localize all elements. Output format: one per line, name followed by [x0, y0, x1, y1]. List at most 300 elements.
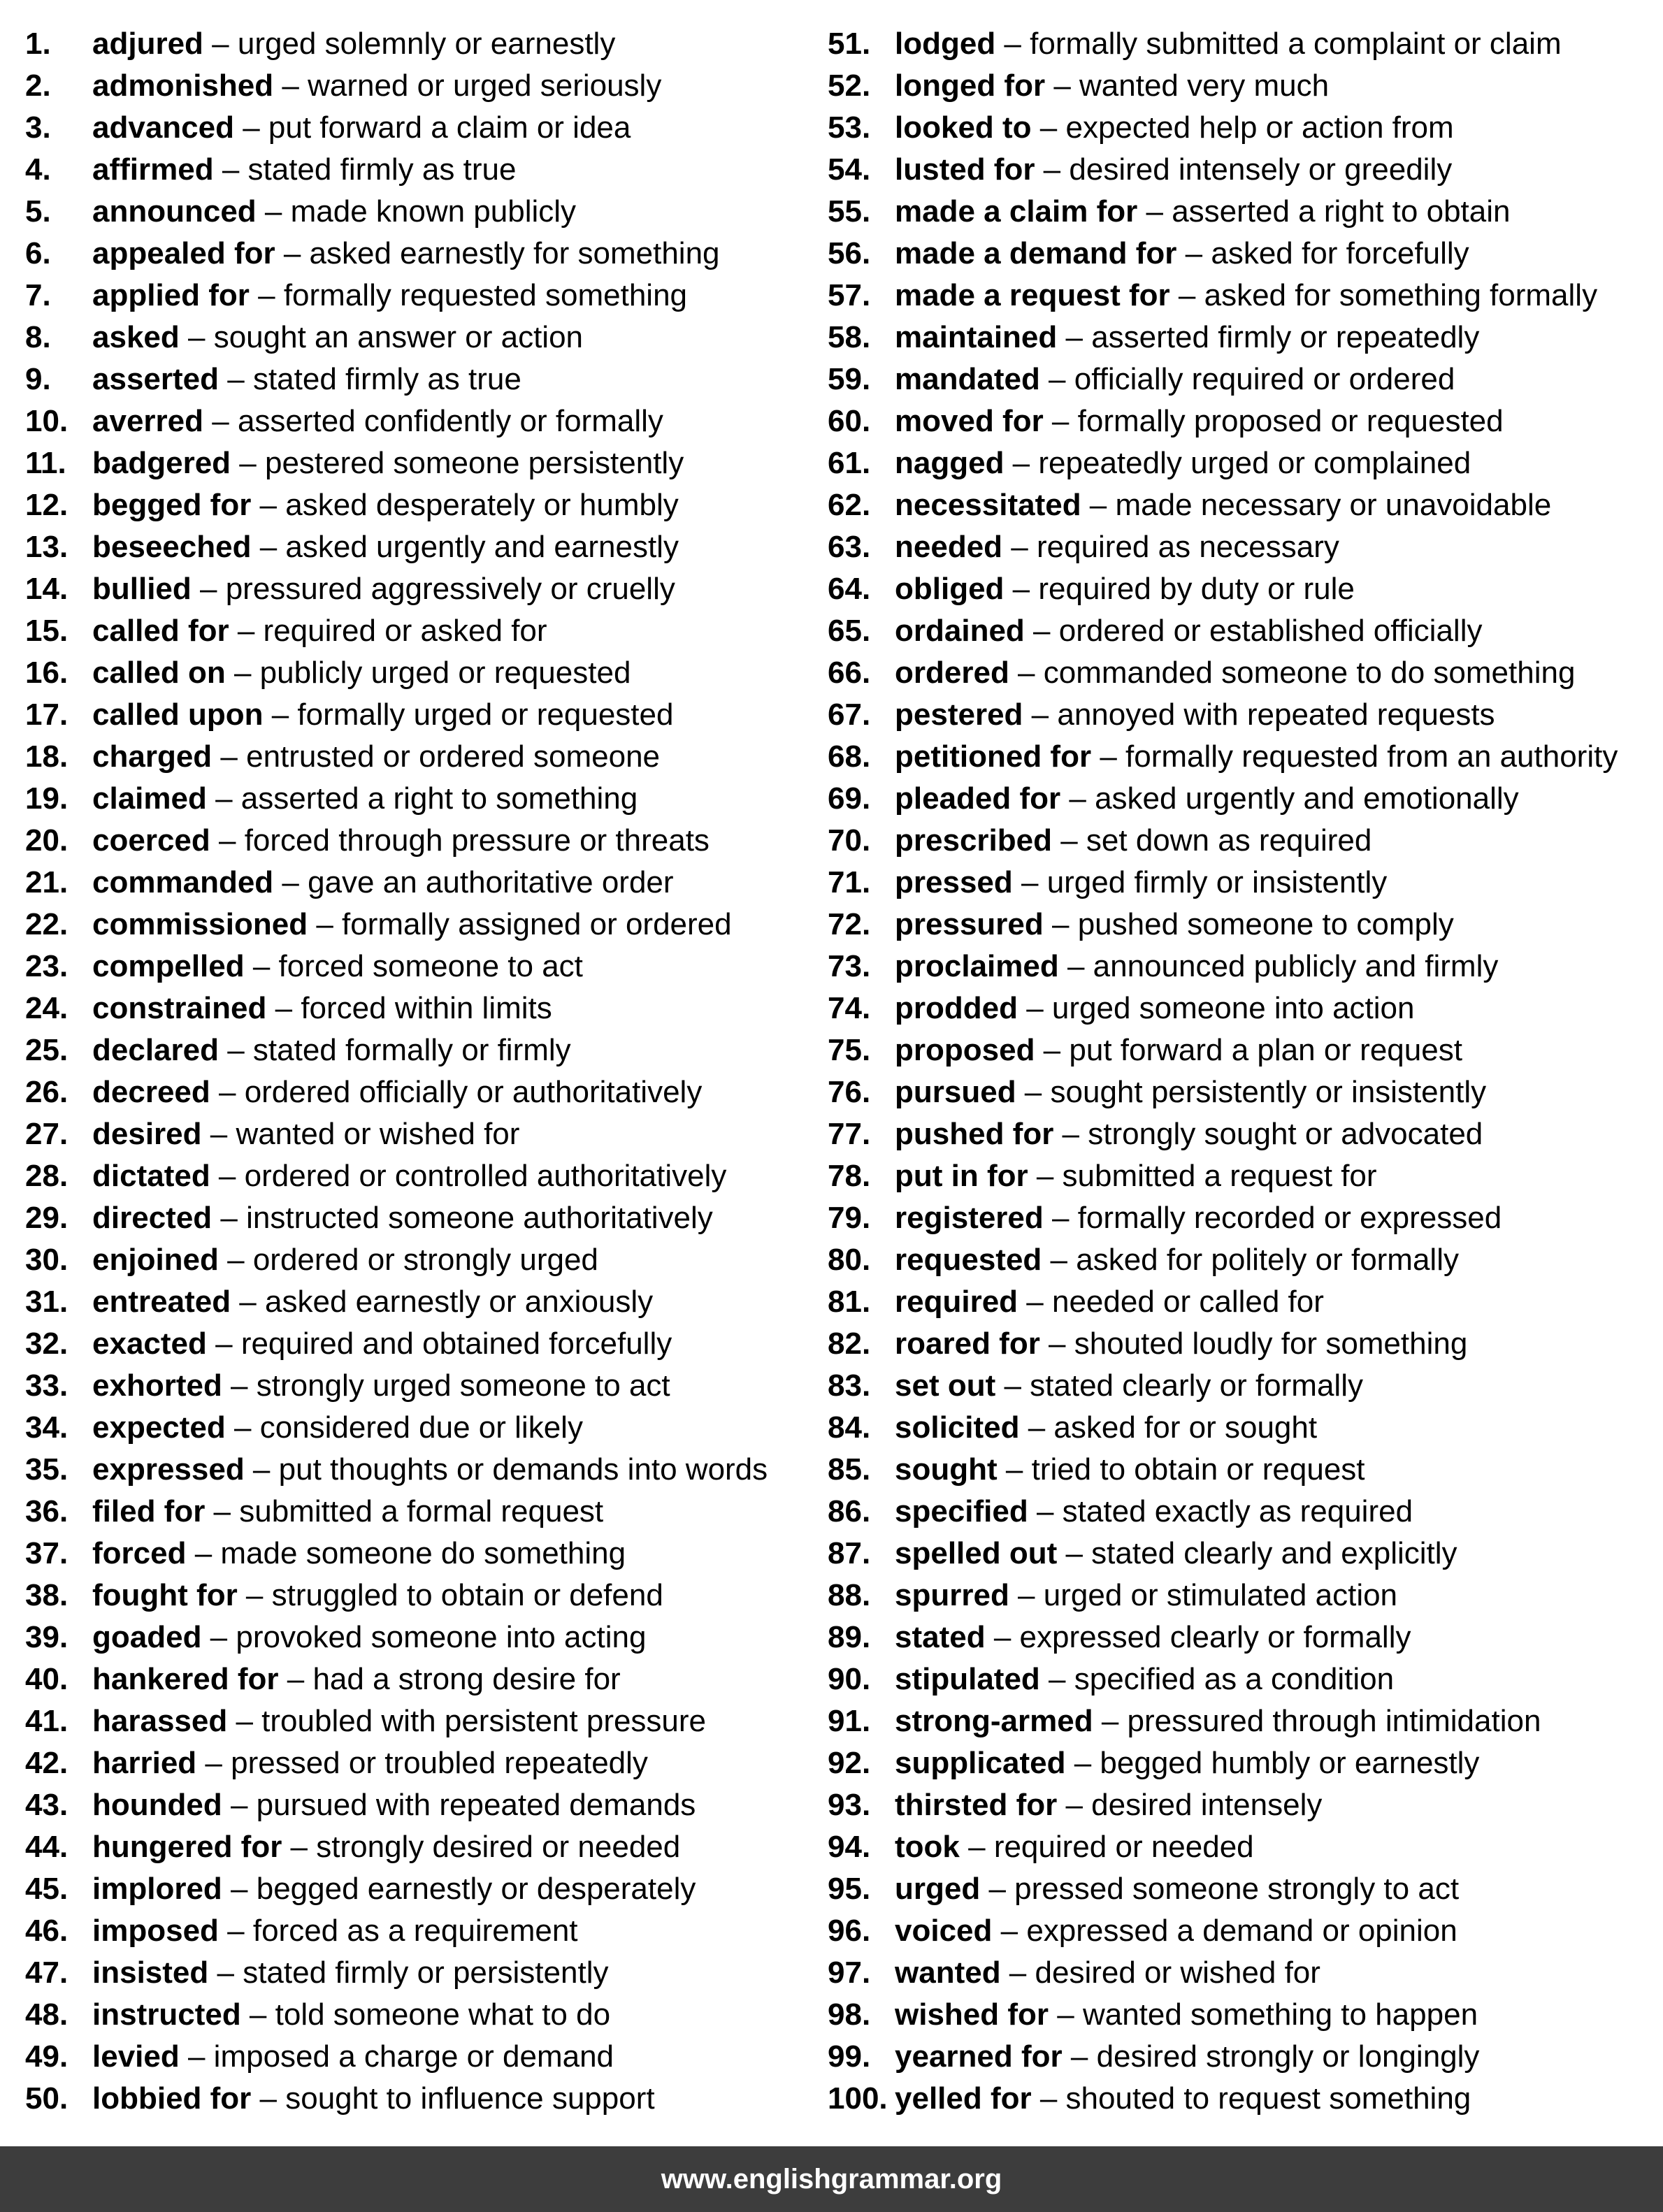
item-separator: –: [1169, 278, 1204, 312]
item-number: 2.: [25, 68, 51, 103]
item-definition: forced through pressure or threats: [244, 823, 710, 858]
item-term: supplicated: [895, 1746, 1066, 1780]
item-separator: –: [1031, 2081, 1066, 2116]
item-term: registered: [895, 1201, 1044, 1235]
item-separator: –: [1060, 781, 1095, 816]
item-separator: –: [218, 1243, 253, 1277]
item-number: 73.: [828, 949, 871, 983]
item-separator: –: [1065, 1746, 1100, 1780]
item-number: 59.: [828, 362, 871, 396]
item-number: 32.: [25, 1327, 69, 1361]
item-term: admonished: [92, 68, 274, 103]
list-item: [25, 1281, 822, 1323]
item-term: voiced: [895, 1914, 993, 1948]
item-term: compelled: [92, 949, 245, 983]
item-number: 74.: [828, 991, 871, 1025]
item-separator: –: [273, 68, 308, 103]
item-number: 13.: [25, 530, 69, 564]
item-definition: provoked someone into acting: [236, 1620, 647, 1654]
item-separator: –: [1004, 572, 1039, 606]
item-separator: –: [201, 1620, 236, 1654]
item-definition: formally proposed or requested: [1077, 404, 1504, 438]
list-item: [25, 1658, 822, 1700]
item-separator: –: [206, 781, 241, 816]
list-item: [828, 1868, 1653, 1910]
item-separator: –: [212, 1201, 247, 1235]
list-item: [25, 1575, 822, 1617]
list-item: [25, 1533, 822, 1575]
list-item: [828, 359, 1653, 400]
list-item: [828, 107, 1653, 149]
item-number: 72.: [828, 907, 871, 941]
item-number: 44.: [25, 1830, 69, 1864]
item-term: filed for: [92, 1494, 206, 1528]
item-term: obliged: [895, 572, 1005, 606]
list-item: [25, 1365, 822, 1407]
item-definition: desired or wished for: [1035, 1956, 1320, 1990]
list-item: [25, 526, 822, 568]
item-separator: –: [1043, 1201, 1078, 1235]
item-definition: had a strong desire for: [312, 1662, 621, 1696]
item-definition: troubled with persistent pressure: [261, 1704, 707, 1738]
item-term: required: [895, 1285, 1018, 1319]
item-separator: –: [1017, 991, 1052, 1025]
item-definition: asked urgently and emotionally: [1095, 781, 1519, 816]
item-definition: asked for something formally: [1204, 278, 1598, 312]
item-separator: –: [233, 110, 268, 145]
list-item: [828, 2036, 1653, 2078]
item-definition: urged firmly or insistently: [1046, 865, 1388, 899]
list-item: [25, 400, 822, 442]
item-term: spelled out: [895, 1536, 1058, 1570]
item-definition: submitted a formal request: [239, 1494, 604, 1528]
item-definition: pushed someone to comply: [1077, 907, 1454, 941]
item-number: 25.: [25, 1033, 69, 1067]
item-separator: –: [213, 152, 248, 187]
item-separator: –: [1176, 236, 1211, 270]
item-number: 31.: [25, 1285, 69, 1319]
item-term: expressed: [92, 1452, 245, 1487]
item-term: entreated: [92, 1285, 231, 1319]
item-definition: required and obtained forcefully: [240, 1327, 672, 1361]
item-separator: –: [229, 614, 264, 648]
item-separator: –: [1028, 1159, 1063, 1193]
list-item: [25, 2078, 822, 2120]
item-term: pleaded for: [895, 781, 1061, 816]
item-definition: desired intensely: [1091, 1788, 1323, 1822]
item-definition: sought persistently or insistently: [1050, 1075, 1487, 1109]
item-number: 85.: [828, 1452, 871, 1487]
list-item: [828, 1575, 1653, 1617]
item-definition: formally requested from an authority: [1125, 739, 1618, 774]
item-number: 21.: [25, 865, 69, 899]
item-definition: urged someone into action: [1051, 991, 1415, 1025]
item-number: 81.: [828, 1285, 871, 1319]
list-item: [828, 820, 1653, 862]
item-term: levied: [92, 2039, 180, 2074]
list-item: [25, 736, 822, 778]
item-term: called upon: [92, 697, 264, 732]
list-item: [25, 107, 822, 149]
item-term: exhorted: [92, 1368, 222, 1403]
item-separator: –: [222, 1872, 257, 1906]
item-term: harassed: [92, 1704, 228, 1738]
item-term: hungered for: [92, 1830, 282, 1864]
item-number: 7.: [25, 278, 51, 312]
list-item: [828, 2078, 1653, 2120]
item-term: looked to: [895, 110, 1032, 145]
item-separator: –: [995, 1368, 1030, 1403]
item-definition: warned or urged seriously: [308, 68, 662, 103]
item-term: directed: [92, 1201, 213, 1235]
item-number: 88.: [828, 1578, 871, 1612]
item-separator: –: [210, 1159, 245, 1193]
item-number: 94.: [828, 1830, 871, 1864]
item-number: 45.: [25, 1872, 69, 1906]
item-number: 3.: [25, 110, 51, 145]
item-separator: –: [222, 1368, 257, 1403]
item-definition: expected help or action from: [1065, 110, 1454, 145]
item-number: 46.: [25, 1914, 69, 1948]
list-item: [828, 1071, 1653, 1113]
list-item: [25, 442, 822, 484]
item-definition: submitted a request for: [1062, 1159, 1377, 1193]
item-separator: –: [191, 572, 226, 606]
item-definition: wanted or wished for: [236, 1117, 520, 1151]
item-term: took: [895, 1830, 960, 1864]
list-item: [25, 568, 822, 610]
item-definition: shouted loudly for something: [1074, 1327, 1468, 1361]
list-item: [25, 23, 822, 65]
item-definition: desired strongly or longingly: [1096, 2039, 1480, 2074]
word-list-right-column: [828, 23, 1653, 2120]
item-definition: made someone do something: [220, 1536, 626, 1570]
item-term: forced: [92, 1536, 187, 1570]
item-definition: ordered or established officially: [1058, 614, 1483, 648]
item-term: called for: [92, 614, 229, 648]
item-separator: –: [278, 1662, 313, 1696]
list-item: [828, 610, 1653, 652]
item-term: implored: [92, 1872, 222, 1906]
item-separator: –: [1009, 656, 1044, 690]
item-term: commanded: [92, 865, 274, 899]
item-term: imposed: [92, 1914, 219, 1948]
item-separator: –: [203, 27, 238, 61]
item-number: 76.: [828, 1075, 871, 1109]
list-item: [828, 778, 1653, 820]
item-separator: –: [225, 656, 260, 690]
item-term: dictated: [92, 1159, 210, 1193]
item-definition: stated exactly as required: [1062, 1494, 1413, 1528]
item-definition: wanted something to happen: [1082, 1997, 1478, 2032]
item-term: pestered: [895, 697, 1023, 732]
item-number: 52.: [828, 68, 871, 103]
item-number: 37.: [25, 1536, 69, 1570]
item-separator: –: [263, 697, 298, 732]
item-separator: –: [227, 1704, 262, 1738]
item-term: strong-armed: [895, 1704, 1093, 1738]
item-term: prescribed: [895, 823, 1052, 858]
item-separator: –: [210, 1075, 245, 1109]
item-number: 49.: [25, 2039, 69, 2074]
list-item: [828, 1658, 1653, 1700]
list-item: [828, 1994, 1653, 2036]
item-separator: –: [1004, 446, 1039, 480]
footer-url: www.englishgrammar.org: [661, 2164, 1002, 2195]
item-definition: asserted a right to obtain: [1172, 194, 1511, 229]
item-separator: –: [1043, 404, 1078, 438]
item-term: made a claim for: [895, 194, 1138, 229]
item-number: 82.: [828, 1327, 871, 1361]
item-separator: –: [219, 362, 253, 396]
item-definition: asserted a right to something: [240, 781, 638, 816]
item-definition: formally recorded or expressed: [1077, 1201, 1502, 1235]
item-term: put in for: [895, 1159, 1028, 1193]
item-definition: pestered someone persistently: [264, 446, 684, 480]
list-item: [828, 862, 1653, 904]
item-definition: needed or called for: [1051, 1285, 1324, 1319]
item-definition: publicly urged or requested: [259, 656, 631, 690]
list-item: [25, 191, 822, 233]
item-definition: put forward a plan or request: [1069, 1033, 1462, 1067]
item-term: badgered: [92, 446, 231, 480]
item-term: bullied: [92, 572, 192, 606]
item-separator: –: [251, 530, 286, 564]
item-definition: asserted firmly or repeatedly: [1091, 320, 1480, 354]
item-separator: –: [980, 1872, 1015, 1906]
list-item: [25, 652, 822, 694]
item-definition: set down as required: [1086, 823, 1372, 858]
item-definition: expressed a demand or opinion: [1026, 1914, 1457, 1948]
item-number: 57.: [828, 278, 871, 312]
list-item: [828, 1910, 1653, 1952]
item-definition: stated firmly as true: [252, 362, 521, 396]
item-term: yearned for: [895, 2039, 1063, 2074]
item-separator: –: [1051, 823, 1086, 858]
list-item: [25, 484, 822, 526]
item-separator: –: [201, 1117, 236, 1151]
list-item: [828, 1491, 1653, 1533]
item-number: 96.: [828, 1914, 871, 1948]
item-term: enjoined: [92, 1243, 219, 1277]
item-definition: officially required or ordered: [1074, 362, 1455, 396]
list-item: [828, 1029, 1653, 1071]
item-separator: –: [1043, 907, 1078, 941]
list-item: [25, 1910, 822, 1952]
list-item: [25, 1071, 822, 1113]
item-term: lodged: [895, 27, 996, 61]
item-separator: –: [210, 823, 245, 858]
item-term: exacted: [92, 1327, 207, 1361]
item-term: pursued: [895, 1075, 1016, 1109]
item-definition: strongly desired or needed: [316, 1830, 681, 1864]
item-term: maintained: [895, 320, 1058, 354]
item-term: wanted: [895, 1956, 1001, 1990]
list-item: [25, 610, 822, 652]
list-item: [828, 1449, 1653, 1491]
item-separator: –: [1028, 1494, 1063, 1528]
item-separator: –: [244, 1452, 279, 1487]
list-item: [828, 1742, 1653, 1784]
list-item: [25, 1197, 822, 1239]
item-definition: asked urgently and earnestly: [285, 530, 679, 564]
item-definition: shouted to request something: [1065, 2081, 1471, 2116]
item-number: 58.: [828, 320, 871, 354]
list-item: [828, 484, 1653, 526]
item-number: 54.: [828, 152, 871, 187]
item-term: asserted: [92, 362, 219, 396]
item-separator: –: [208, 1956, 243, 1990]
item-number: 91.: [828, 1704, 871, 1738]
list-item: [828, 233, 1653, 275]
item-number: 23.: [25, 949, 69, 983]
list-item: [828, 442, 1653, 484]
list-item: [828, 946, 1653, 988]
item-number: 70.: [828, 823, 871, 858]
item-number: 75.: [828, 1033, 871, 1067]
item-number: 28.: [25, 1159, 69, 1193]
item-definition: stated firmly as true: [247, 152, 517, 187]
item-definition: specified as a condition: [1074, 1662, 1395, 1696]
item-separator: –: [1023, 697, 1058, 732]
item-number: 100.: [828, 2081, 888, 2116]
item-definition: commanded someone to do something: [1043, 656, 1576, 690]
list-item: [25, 2036, 822, 2078]
item-definition: urged solemnly or earnestly: [237, 27, 616, 61]
item-number: 92.: [828, 1746, 871, 1780]
item-separator: –: [1057, 1536, 1092, 1570]
item-number: 99.: [828, 2039, 871, 2074]
item-separator: –: [997, 1452, 1032, 1487]
item-term: needed: [895, 530, 1003, 564]
item-separator: –: [231, 446, 265, 480]
item-term: expected: [92, 1410, 226, 1445]
list-item: [828, 65, 1653, 107]
item-number: 26.: [25, 1075, 69, 1109]
item-separator: –: [1031, 110, 1066, 145]
list-item: [828, 149, 1653, 191]
item-separator: –: [1035, 1033, 1070, 1067]
item-definition: formally assigned or ordered: [342, 907, 732, 941]
item-separator: –: [256, 194, 291, 229]
item-separator: –: [240, 1997, 275, 2032]
item-definition: required as necessary: [1036, 530, 1339, 564]
list-item: [828, 1197, 1653, 1239]
item-number: 48.: [25, 1997, 69, 2032]
item-separator: –: [206, 1327, 241, 1361]
item-term: asked: [92, 320, 180, 354]
list-item: [828, 1239, 1653, 1281]
list-item: [25, 778, 822, 820]
list-item: [25, 1826, 822, 1868]
item-separator: –: [1058, 949, 1093, 983]
list-item: [25, 1323, 822, 1365]
item-separator: –: [275, 236, 310, 270]
item-term: averred: [92, 404, 204, 438]
item-separator: –: [251, 2081, 286, 2116]
item-separator: –: [273, 865, 308, 899]
item-definition: begged earnestly or desperately: [256, 1872, 696, 1906]
item-number: 9.: [25, 362, 51, 396]
list-item: [828, 23, 1653, 65]
item-number: 51.: [828, 27, 871, 61]
item-definition: instructed someone authoritatively: [246, 1201, 713, 1235]
list-item: [25, 820, 822, 862]
list-item: [828, 904, 1653, 946]
item-definition: asked for or sought: [1053, 1410, 1318, 1445]
item-definition: asked desperately or humbly: [285, 488, 679, 522]
list-item: [828, 568, 1653, 610]
item-separator: –: [179, 320, 214, 354]
item-separator: –: [222, 1788, 257, 1822]
item-term: necessitated: [895, 488, 1081, 522]
item-separator: –: [992, 1914, 1027, 1948]
item-separator: –: [266, 991, 301, 1025]
list-item: [25, 1742, 822, 1784]
list-item: [25, 1239, 822, 1281]
item-term: declared: [92, 1033, 219, 1067]
item-term: lusted for: [895, 152, 1035, 187]
list-item: [25, 359, 822, 400]
item-definition: pressured through intimidation: [1127, 1704, 1541, 1738]
item-separator: –: [231, 1285, 265, 1319]
item-term: appealed for: [92, 236, 275, 270]
item-definition: pressured aggressively or cruelly: [225, 572, 675, 606]
item-number: 35.: [25, 1452, 69, 1487]
item-definition: asked earnestly for something: [309, 236, 720, 270]
list-item: [25, 1407, 822, 1449]
item-definition: required or asked for: [263, 614, 547, 648]
item-term: decreed: [92, 1075, 210, 1109]
item-number: 38.: [25, 1578, 69, 1612]
item-separator: –: [1057, 320, 1092, 354]
item-number: 1.: [25, 27, 51, 61]
item-number: 65.: [828, 614, 871, 648]
item-term: begged for: [92, 488, 252, 522]
item-definition: told someone what to do: [275, 1997, 611, 2032]
item-definition: begged humbly or earnestly: [1100, 1746, 1480, 1780]
item-separator: –: [985, 1620, 1020, 1654]
list-item: [25, 1784, 822, 1826]
item-term: instructed: [92, 1997, 241, 2032]
item-separator: –: [218, 1914, 253, 1948]
list-item: [828, 1533, 1653, 1575]
item-term: insisted: [92, 1956, 209, 1990]
item-number: 30.: [25, 1243, 69, 1277]
item-separator: –: [995, 27, 1030, 61]
list-item: [828, 652, 1653, 694]
item-definition: annoyed with repeated requests: [1057, 697, 1495, 732]
item-definition: strongly sought or advocated: [1088, 1117, 1483, 1151]
item-separator: –: [196, 1746, 231, 1780]
list-item: [25, 317, 822, 359]
item-term: mandated: [895, 362, 1040, 396]
item-definition: considered due or likely: [259, 1410, 583, 1445]
item-number: 17.: [25, 697, 69, 732]
list-item: [828, 736, 1653, 778]
list-item: [828, 1617, 1653, 1658]
item-separator: –: [1053, 1117, 1088, 1151]
item-definition: pressed or troubled repeatedly: [231, 1746, 648, 1780]
item-term: urged: [895, 1872, 981, 1906]
item-definition: forced as a requirement: [252, 1914, 578, 1948]
item-term: moved for: [895, 404, 1044, 438]
item-definition: put thoughts or demands into words: [278, 1452, 768, 1487]
item-number: 56.: [828, 236, 871, 270]
item-definition: stated firmly or persistently: [243, 1956, 609, 1990]
item-separator: –: [249, 278, 284, 312]
item-term: wished for: [895, 1997, 1049, 2032]
